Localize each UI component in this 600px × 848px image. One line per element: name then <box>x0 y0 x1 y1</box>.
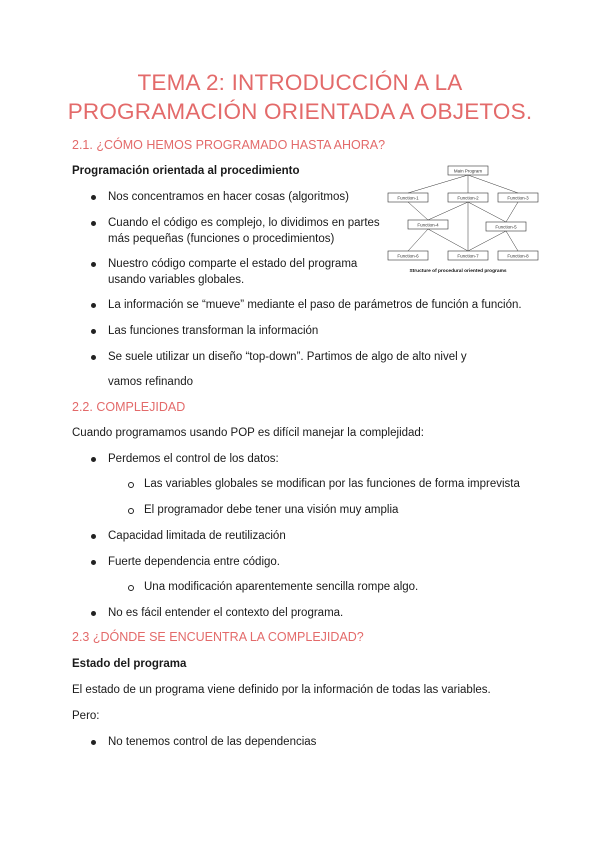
diagram-label-f1: Function-1 <box>397 195 419 201</box>
bullet-dot <box>91 560 96 565</box>
pero-paragraph: Pero: <box>72 710 100 722</box>
bullet-contexto: No es fácil entender el contexto del programa. <box>108 607 344 619</box>
bullet-estado-compartido: Nuestro código comparte el estado del programa <box>108 258 358 270</box>
bullet-dot <box>91 355 96 360</box>
bullet-top-down-cont: vamos refinando <box>108 376 194 388</box>
subheading-estado: Estado del programa <box>72 658 187 670</box>
sub-bullet-circle <box>128 585 134 591</box>
bullet-algoritmos: Nos concentramos en hacer cosas (algoritmos) <box>108 191 349 203</box>
page-title-line-1: TEMA 2: INTRODUCCIÓN A LA <box>137 70 463 95</box>
bullet-dot <box>91 303 96 308</box>
sub-bullet-circle <box>128 508 134 514</box>
section-heading-2-1: 2.1. ¿CÓMO HEMOS PROGRAMADO HASTA AHORA? <box>72 138 386 152</box>
bullet-dot <box>91 457 96 462</box>
sub-bullet-variables-globales: Las variables globales se modifican por las funciones de forma imprevista <box>144 478 520 490</box>
bullet-reutilizacion: Capacidad limitada de reutilización <box>108 530 286 542</box>
diagram-label-f4: Function-4 <box>417 222 439 228</box>
diagram-label-f6: Function-6 <box>397 253 419 259</box>
bullet-dot <box>91 329 96 334</box>
diagram-label-f7: Function-7 <box>457 253 479 259</box>
bullet-dot <box>91 534 96 539</box>
bullet-dependencias: No tenemos control de las dependencias <box>108 736 317 748</box>
diagram-label-main: Main Program <box>453 168 483 174</box>
bullet-dot <box>91 262 96 267</box>
section-heading-2-3: 2.3 ¿DÓNDE SE ENCUENTRA LA COMPLEJIDAD? <box>72 630 364 644</box>
bullet-top-down: Se suele utilizar un diseño “top-down”. Partimos de algo de alto nivel y <box>108 351 467 363</box>
bullet-dot <box>91 221 96 226</box>
sub-bullet-vision-amplia: El programador debe tener una visión muy amplia <box>144 504 399 516</box>
diagram-label-f8: Function-8 <box>507 253 529 259</box>
section-heading-2-2: 2.2. COMPLEJIDAD <box>72 400 186 414</box>
diagram-caption: Structure of procedural oriented programs <box>409 269 507 274</box>
bullet-funciones-transforman: Las funciones transforman la información <box>108 325 319 337</box>
page-title-line-2: PROGRAMACIÓN ORIENTADA A OBJETOS. <box>67 99 533 124</box>
bullet-perdemos-control: Perdemos el control de los datos: <box>108 453 279 465</box>
subheading-pop: Programación orientada al procedimiento <box>72 165 300 177</box>
bullet-dot <box>91 611 96 616</box>
sub-bullet-circle <box>128 482 134 488</box>
bullet-estado-compartido-cont: usando variables globales. <box>108 274 245 286</box>
sub-bullet-modificacion: Una modificación aparentemente sencilla rompe algo. <box>144 581 419 593</box>
bullet-codigo-complejo: Cuando el código es complejo, lo dividimos en partes <box>108 217 380 229</box>
diagram-label-f2: Function-2 <box>457 195 479 201</box>
bullet-dot <box>91 195 96 200</box>
bullet-dot <box>91 740 96 745</box>
complejidad-intro: Cuando programamos usando POP es difícil manejar la complejidad: <box>72 427 425 439</box>
diagram-label-f3: Function-3 <box>507 195 529 201</box>
estado-paragraph: El estado de un programa viene definido por la información de todas las variables. <box>72 684 491 696</box>
bullet-informacion-mueve: La información se “mueve” mediante el paso de parámetros de función a función. <box>108 299 522 311</box>
bullet-codigo-complejo-cont: más pequeñas (funciones o procedimientos) <box>108 233 335 245</box>
diagram-label-f5: Function-5 <box>495 224 517 230</box>
bullet-dependencia: Fuerte dependencia entre código. <box>108 556 280 568</box>
procedural-structure-diagram <box>386 164 542 278</box>
